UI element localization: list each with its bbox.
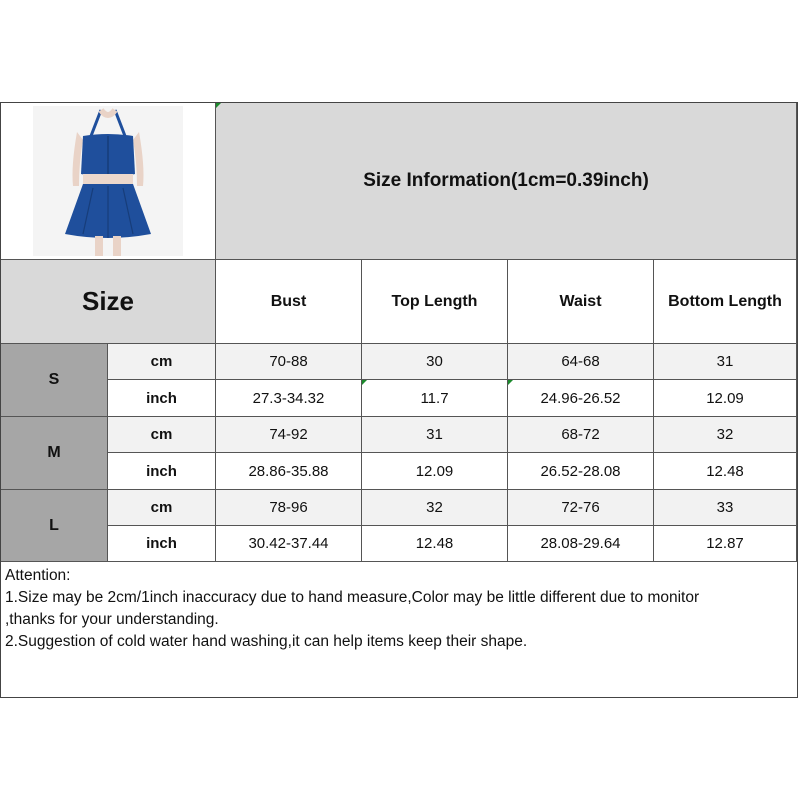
- unit-cm: cm: [108, 490, 216, 526]
- l-inch-top-length: 12.48: [362, 526, 508, 562]
- m-cm-waist: 68-72: [508, 417, 654, 453]
- s-inch-bust: 27.3-34.32: [216, 380, 362, 417]
- notes-line-3: 2.Suggestion of cold water hand washing,it can help items keep their shape.: [5, 633, 528, 650]
- unit-inch: inch: [108, 380, 216, 417]
- m-cm-top-length: 31: [362, 417, 508, 453]
- m-inch-top-length: 12.09: [362, 453, 508, 490]
- notes-heading: Attention:: [5, 567, 71, 584]
- m-inch-bottom-length: 12.48: [654, 453, 797, 490]
- s-inch-waist: 24.96-26.52: [508, 380, 654, 417]
- m-cm-bust: 74-92: [216, 417, 362, 453]
- s-cm-bottom-length: 31: [654, 344, 797, 380]
- col-header-bust: Bust: [216, 260, 362, 344]
- s-cm-bust: 70-88: [216, 344, 362, 380]
- notes-line-1: 1.Size may be 2cm/1inch inaccuracy due to hand measure,Color may be little different due to monitor: [5, 589, 700, 606]
- header-title: Size Information(1cm=0.39inch): [216, 103, 797, 260]
- l-cm-bust: 78-96: [216, 490, 362, 526]
- m-inch-waist: 26.52-28.08: [508, 453, 654, 490]
- s-inch-bottom-length: 12.09: [654, 380, 797, 417]
- unit-cm: cm: [108, 417, 216, 453]
- size-l: L: [1, 490, 108, 562]
- l-cm-waist: 72-76: [508, 490, 654, 526]
- s-inch-top-length: 11.7: [362, 380, 508, 417]
- unit-inch: inch: [108, 453, 216, 490]
- l-inch-bust: 30.42-37.44: [216, 526, 362, 562]
- l-inch-waist: 28.08-29.64: [508, 526, 654, 562]
- l-inch-bottom-length: 12.87: [654, 526, 797, 562]
- size-s: S: [1, 344, 108, 417]
- l-cm-bottom-length: 33: [654, 490, 797, 526]
- m-inch-bust: 28.86-35.88: [216, 453, 362, 490]
- col-header-waist: Waist: [508, 260, 654, 344]
- size-chart: [0, 102, 798, 698]
- l-cm-top-length: 32: [362, 490, 508, 526]
- product-image: [33, 106, 183, 256]
- size-label: Size: [1, 260, 216, 344]
- s-cm-top-length: 30: [362, 344, 508, 380]
- col-header-bottom-length: Bottom Length: [654, 260, 797, 344]
- size-m: M: [1, 417, 108, 490]
- notes-line-2: ,thanks for your understanding.: [5, 611, 219, 628]
- col-header-top-length: Top Length: [362, 260, 508, 344]
- product-image-cell: [1, 103, 216, 260]
- attention-notes: [1, 562, 797, 656]
- unit-cm: cm: [108, 344, 216, 380]
- m-cm-bottom-length: 32: [654, 417, 797, 453]
- s-cm-waist: 64-68: [508, 344, 654, 380]
- unit-inch: inch: [108, 526, 216, 562]
